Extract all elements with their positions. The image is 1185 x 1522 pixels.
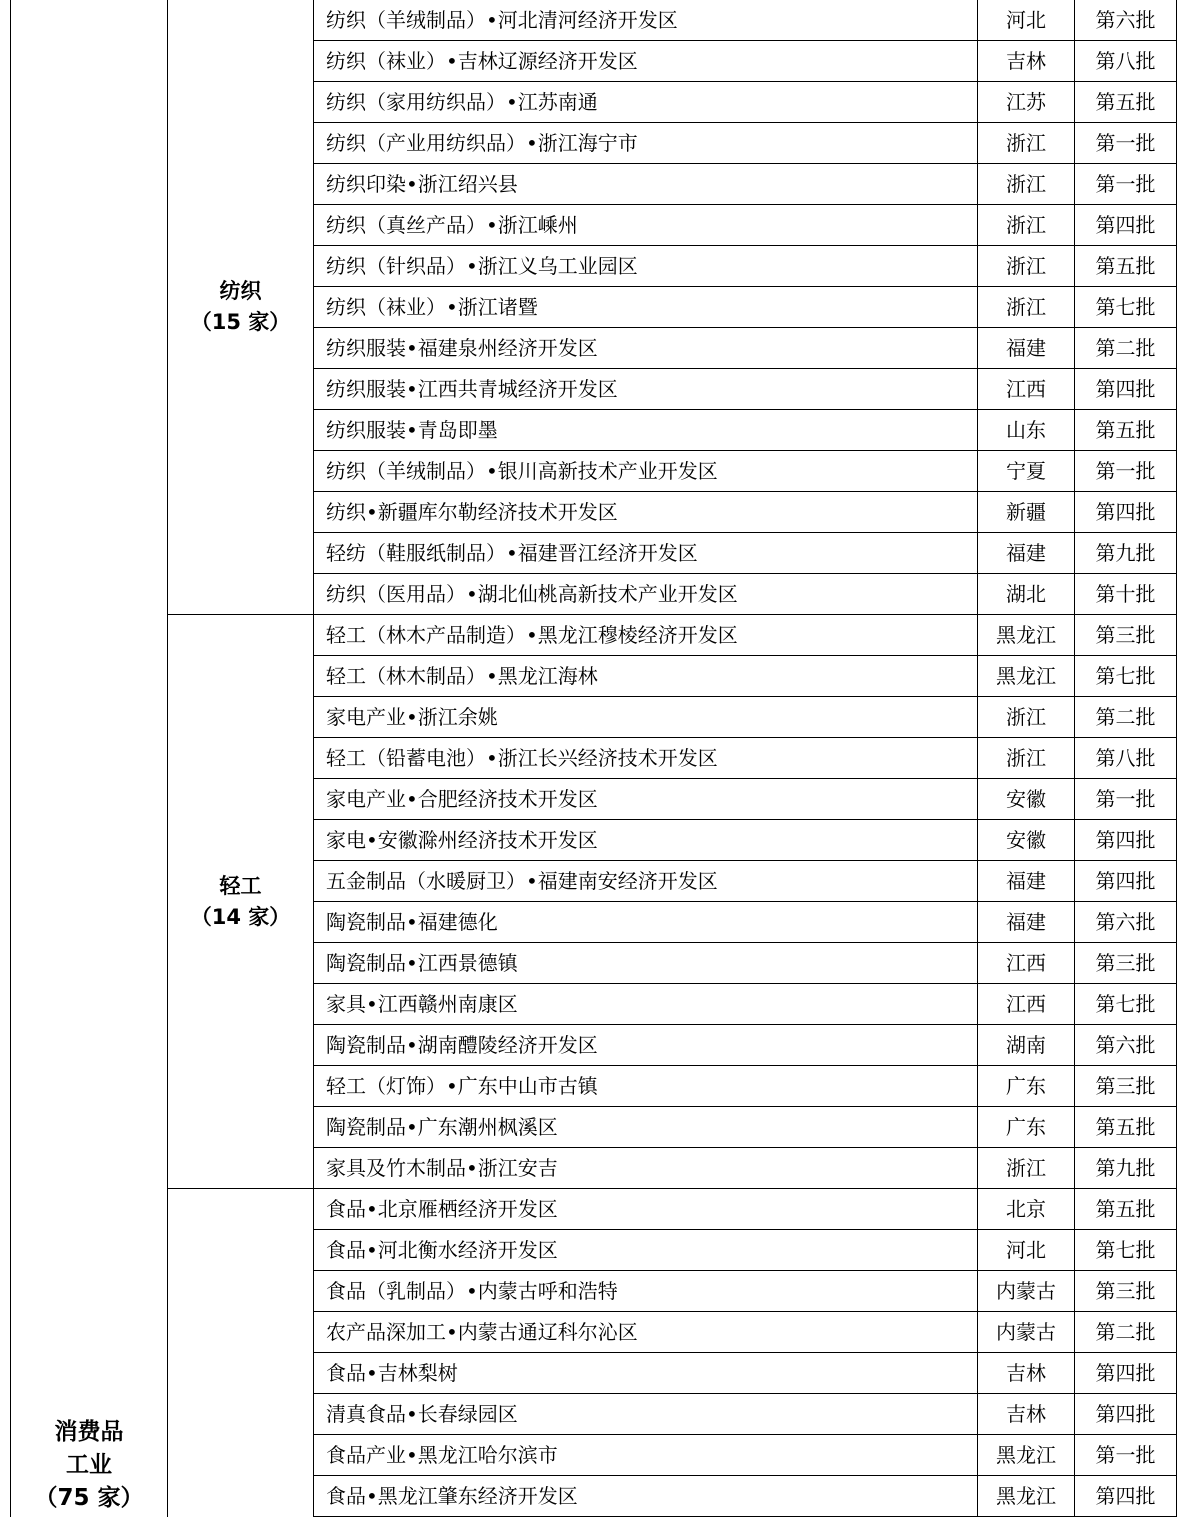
batch: 第二批 [1075, 328, 1177, 369]
batch: 第五批 [1075, 410, 1177, 451]
province: 内蒙古 [978, 1312, 1075, 1353]
batch: 第六批 [1075, 1025, 1177, 1066]
batch: 第一批 [1075, 123, 1177, 164]
province: 黑龙江 [978, 1476, 1075, 1517]
batch: 第六批 [1075, 902, 1177, 943]
province: 宁夏 [978, 451, 1075, 492]
batch: 第二批 [1075, 1312, 1177, 1353]
province: 浙江 [978, 205, 1075, 246]
zone-name: 食品（乳制品）•内蒙古呼和浩特 [314, 1271, 978, 1312]
zone-name: 食品•河北衡水经济开发区 [314, 1230, 978, 1271]
zone-name: 农产品深加工•内蒙古通辽科尔沁区 [314, 1312, 978, 1353]
category-count: （14 家） [190, 904, 291, 929]
zone-name: 纺织（针织品）•浙江义乌工业园区 [314, 246, 978, 287]
batch: 第九批 [1075, 1148, 1177, 1189]
zone-name: 纺织（羊绒制品）•银川高新技术产业开发区 [314, 451, 978, 492]
zone-name: 家具•江西赣州南康区 [314, 984, 978, 1025]
table-row [11, 0, 1177, 41]
batch: 第七批 [1075, 1230, 1177, 1271]
zone-name: 清真食品•长春绿园区 [314, 1394, 978, 1435]
province: 新疆 [978, 492, 1075, 533]
batch: 第三批 [1075, 615, 1177, 656]
table-row [11, 615, 1177, 656]
zone-name: 纺织（羊绒制品）•河北清河经济开发区 [314, 0, 978, 41]
batch: 第四批 [1075, 492, 1177, 533]
province: 黑龙江 [978, 615, 1075, 656]
batch: 第五批 [1075, 1107, 1177, 1148]
category-cell-food [168, 1189, 314, 1517]
province: 广东 [978, 1107, 1075, 1148]
zone-name: 纺织印染•浙江绍兴县 [314, 164, 978, 205]
zone-name: 纺织（袜业）•吉林辽源经济开发区 [314, 41, 978, 82]
batch: 第三批 [1075, 943, 1177, 984]
zone-name: 纺织（医用品）•湖北仙桃高新技术产业开发区 [314, 574, 978, 615]
batch: 第四批 [1075, 205, 1177, 246]
batch: 第七批 [1075, 287, 1177, 328]
batch: 第三批 [1075, 1066, 1177, 1107]
province: 浙江 [978, 738, 1075, 779]
province: 北京 [978, 1189, 1075, 1230]
zone-name: 食品•北京雁栖经济开发区 [314, 1189, 978, 1230]
batch: 第九批 [1075, 533, 1177, 574]
province: 黑龙江 [978, 656, 1075, 697]
province: 安徽 [978, 779, 1075, 820]
zone-name: 家具及竹木制品•浙江安吉 [314, 1148, 978, 1189]
province: 浙江 [978, 123, 1075, 164]
province: 福建 [978, 861, 1075, 902]
category-name: 轻工 [219, 873, 262, 898]
batch: 第十批 [1075, 574, 1177, 615]
province: 安徽 [978, 820, 1075, 861]
zone-name: 食品•吉林梨树 [314, 1353, 978, 1394]
zone-name: 纺织（袜业）•浙江诸暨 [314, 287, 978, 328]
zone-name: 纺织（真丝产品）•浙江嵊州 [314, 205, 978, 246]
zone-name: 纺织•新疆库尔勒经济技术开发区 [314, 492, 978, 533]
batch: 第七批 [1075, 984, 1177, 1025]
top-category-line2: 工业 [66, 1451, 112, 1478]
zone-name: 陶瓷制品•广东潮州枫溪区 [314, 1107, 978, 1148]
province: 河北 [978, 1230, 1075, 1271]
province: 吉林 [978, 1353, 1075, 1394]
province: 河北 [978, 0, 1075, 41]
batch: 第一批 [1075, 1435, 1177, 1476]
batch: 第六批 [1075, 0, 1177, 41]
province: 湖北 [978, 574, 1075, 615]
zone-name: 纺织服装•青岛即墨 [314, 410, 978, 451]
zone-name: 食品产业•黑龙江哈尔滨市 [314, 1435, 978, 1476]
zone-name: 家电产业•合肥经济技术开发区 [314, 779, 978, 820]
industry-park-table [10, 0, 1177, 1517]
zone-name: 家电产业•浙江余姚 [314, 697, 978, 738]
province: 黑龙江 [978, 1435, 1075, 1476]
zone-name: 纺织（产业用纺织品）•浙江海宁市 [314, 123, 978, 164]
zone-name: 陶瓷制品•福建德化 [314, 902, 978, 943]
batch: 第七批 [1075, 656, 1177, 697]
province: 福建 [978, 533, 1075, 574]
zone-name: 轻工（林木制品）•黑龙江海林 [314, 656, 978, 697]
province: 内蒙古 [978, 1271, 1075, 1312]
batch: 第二批 [1075, 697, 1177, 738]
province: 吉林 [978, 41, 1075, 82]
category-name: 纺织 [219, 279, 262, 303]
zone-name: 五金制品（水暖厨卫）•福建南安经济开发区 [314, 861, 978, 902]
zone-name: 纺织（家用纺织品）•江苏南通 [314, 82, 978, 123]
batch: 第八批 [1075, 738, 1177, 779]
batch: 第八批 [1075, 41, 1177, 82]
top-category-line3: （75 家） [34, 1484, 144, 1511]
province: 吉林 [978, 1394, 1075, 1435]
batch: 第四批 [1075, 861, 1177, 902]
province: 湖南 [978, 1025, 1075, 1066]
province: 浙江 [978, 164, 1075, 205]
batch: 第五批 [1075, 82, 1177, 123]
province: 浙江 [978, 246, 1075, 287]
table-row [11, 1189, 1177, 1230]
province: 江西 [978, 369, 1075, 410]
category-cell-textile [168, 0, 314, 615]
province: 江苏 [978, 82, 1075, 123]
batch: 第四批 [1075, 1476, 1177, 1517]
zone-name: 陶瓷制品•江西景德镇 [314, 943, 978, 984]
zone-name: 轻工（铅蓄电池）•浙江长兴经济技术开发区 [314, 738, 978, 779]
province: 浙江 [978, 287, 1075, 328]
batch: 第三批 [1075, 1271, 1177, 1312]
batch: 第四批 [1075, 820, 1177, 861]
zone-name: 轻工（林木产品制造）•黑龙江穆棱经济开发区 [314, 615, 978, 656]
zone-name: 轻工（灯饰）•广东中山市古镇 [314, 1066, 978, 1107]
batch: 第一批 [1075, 451, 1177, 492]
category-count: （15 家） [190, 310, 291, 334]
zone-name: 轻纺（鞋服纸制品）•福建晋江经济开发区 [314, 533, 978, 574]
province: 江西 [978, 984, 1075, 1025]
province: 浙江 [978, 697, 1075, 738]
zone-name: 食品•黑龙江肇东经济开发区 [314, 1476, 978, 1517]
province: 江西 [978, 943, 1075, 984]
top-category-line1: 消费品 [54, 1418, 124, 1445]
zone-name: 家电•安徽滁州经济技术开发区 [314, 820, 978, 861]
batch: 第四批 [1075, 1353, 1177, 1394]
batch: 第四批 [1075, 369, 1177, 410]
province: 福建 [978, 328, 1075, 369]
province: 浙江 [978, 1148, 1075, 1189]
batch: 第五批 [1075, 1189, 1177, 1230]
table-body [11, 0, 1177, 1517]
zone-name: 纺织服装•江西共青城经济开发区 [314, 369, 978, 410]
batch: 第一批 [1075, 779, 1177, 820]
batch: 第一批 [1075, 164, 1177, 205]
batch: 第四批 [1075, 1394, 1177, 1435]
category-cell-light-industry [168, 615, 314, 1189]
province: 山东 [978, 410, 1075, 451]
province: 广东 [978, 1066, 1075, 1107]
zone-name: 纺织服装•福建泉州经济开发区 [314, 328, 978, 369]
province: 福建 [978, 902, 1075, 943]
batch: 第五批 [1075, 246, 1177, 287]
top-category-cell [11, 0, 168, 1517]
zone-name: 陶瓷制品•湖南醴陵经济开发区 [314, 1025, 978, 1066]
